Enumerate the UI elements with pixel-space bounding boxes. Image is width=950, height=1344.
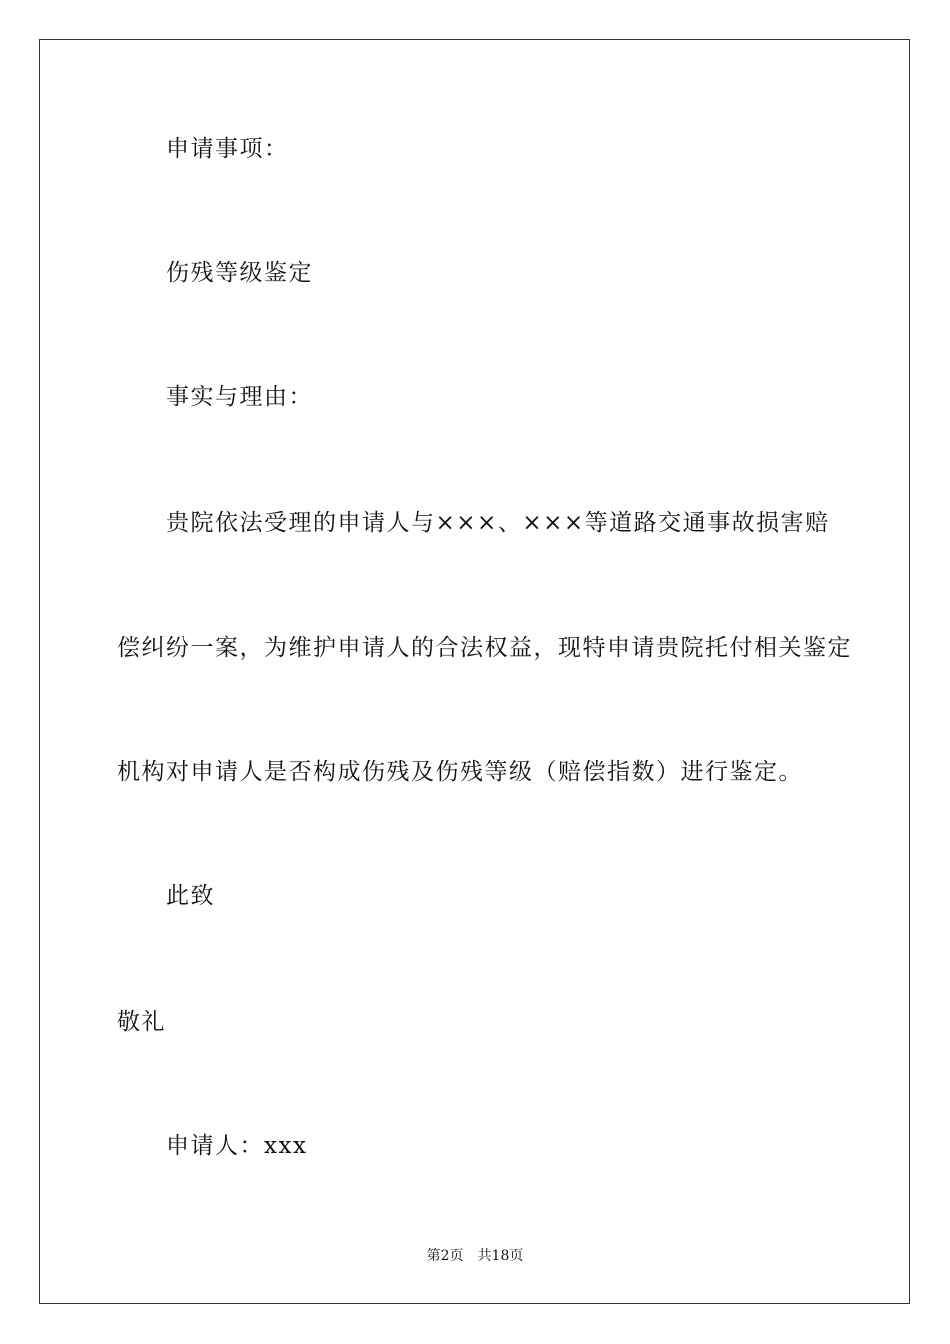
closing-regards: 敬礼 [117, 1009, 166, 1035]
page-footer [0, 1246, 950, 1266]
application-item-text: 伤残等级鉴定 [166, 260, 313, 286]
closing-salutation: 此致 [166, 883, 215, 909]
current-page-number: 第2页 [426, 1248, 464, 1264]
body-paragraph-line-1: 贵院依法受理的申请人与×××、×××等道路交通事故损害赔 [166, 510, 830, 536]
body-paragraph-line-3: 机构对申请人是否构成伤残及伤残等级（赔偿指数）进行鉴定。 [117, 759, 803, 785]
heading-application-items: 申请事项： [166, 136, 289, 162]
applicant-signature: 申请人：xxx [166, 1133, 308, 1159]
body-paragraph-line-2: 偿纠纷一案，为维护申请人的合法权益，现特申请贵院托付相关鉴定 [117, 635, 852, 661]
heading-facts-reasons: 事实与理由： [166, 384, 313, 410]
total-page-count: 共18页 [477, 1248, 524, 1264]
page-frame [39, 39, 910, 1304]
